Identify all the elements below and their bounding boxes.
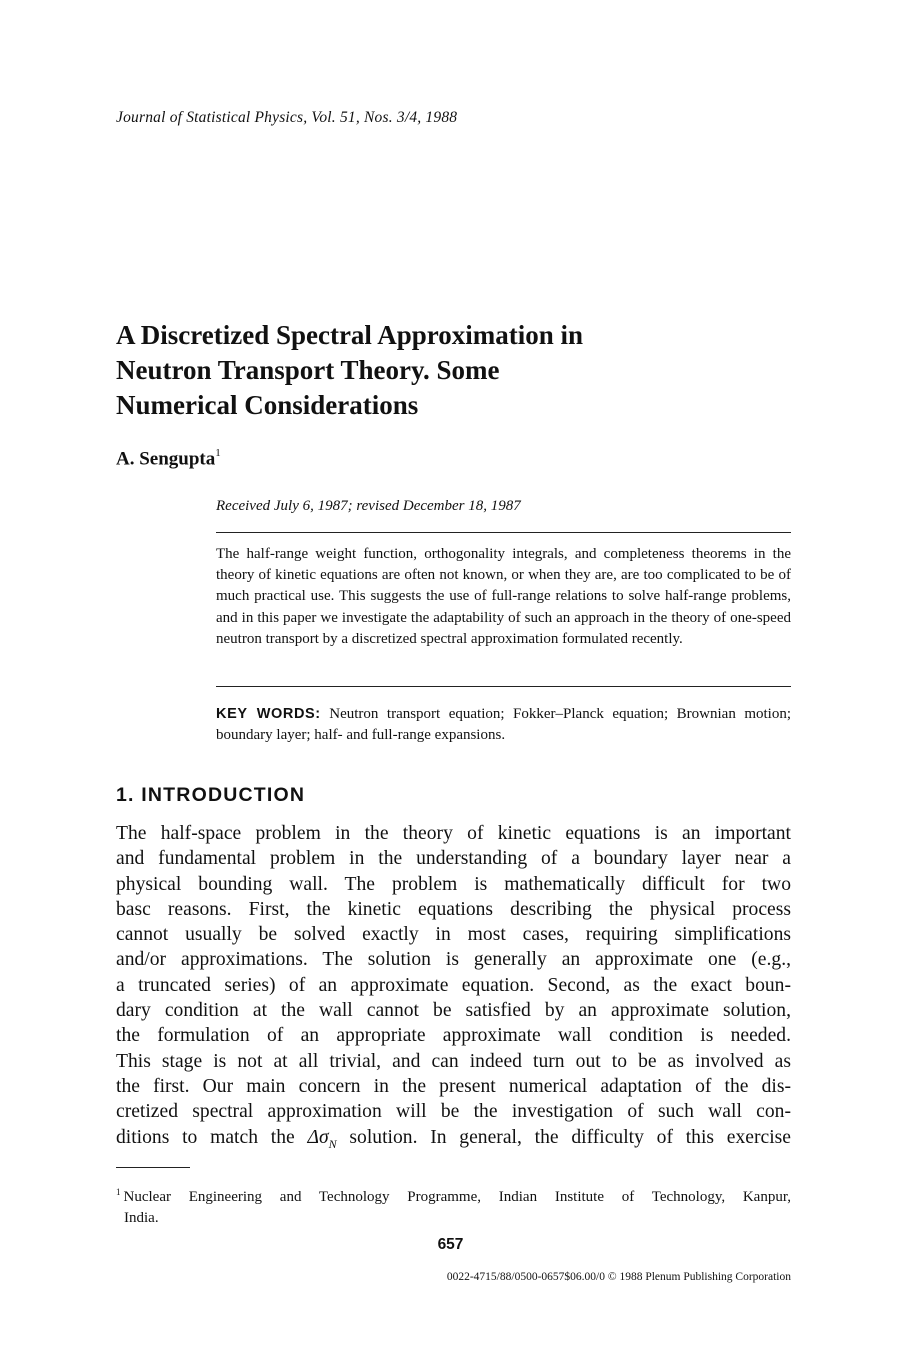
footnote [116,1182,791,1229]
keywords [216,704,791,746]
section-heading: 1. INTRODUCTION [116,784,306,806]
received-date: Received July 6, 1987; revised December 18, 1987 [216,498,521,514]
body-line-with-math [116,1125,791,1157]
abstract: The half-range weight function, orthogonality integrals, and completeness theorems in the theory of kinetic equations are often not known, or when they are, are too complicated to be of much practical use. This suggests the use of full-range relations to solve half-range problems, and in this paper we investigate the adaptability of such an approach in the theory of one-speed neutron transport by a discretized spectral approximation formulated recently. [216,546,791,647]
body-line-end: solution. In general, the difficulty of this exercise [349,1126,791,1148]
footnote-mark: 1 [116,1187,121,1197]
body-line: cretized spectral approximation will be the investigation of such wall con- [116,1101,791,1123]
footnote-line: $^1$ Nuclear Engineering and Technology Programme, Indian Institute of Technology, Kanpur, [116,1187,791,1205]
author [116,448,221,470]
body-line: The half-space problem in the theory of kinetic equations is an important [116,823,791,844]
page-number: 657 [437,1236,464,1253]
body-line: basc reasons. First, the kinetic equations describing the physical process [116,898,791,920]
author-name: A. Sengupta [116,448,216,470]
copyright-line: 0022-4715/88/0500-0657$06.00/0 © 1988 Plenum Publishing Corporation [446,1271,791,1283]
keywords-label: KEY WORDS: [216,706,321,722]
article-title [116,318,756,423]
keywords-text: Neutron transport equation; Fokker–Planck equation; Brownian motion; boundary layer; half- and full-range expansions. [216,706,791,744]
body-line: cannot usually be solved exactly in most cases, requiring simplifications [116,924,791,946]
introduction-body [116,821,791,1157]
body-line: and fundamental problem in the understanding of a boundary layer near a [116,848,791,870]
abstract-bottom-rule [216,686,791,687]
abstract-top-rule [216,532,791,533]
body-line: This stage is not at all trivial, and can indeed turn out to be as involved as [116,1050,791,1072]
body-line: a truncated series) of an approximate equation. Second, as the exact boun- [116,974,791,996]
body-line: dary condition at the wall cannot be satisfied by an approximate solution, [116,1000,791,1022]
body-line-start: ditions to match the [116,1126,295,1148]
body-line: the first. Our main concern in the present numerical adaptation of the dis- [116,1075,791,1097]
footnote-line: India. [124,1210,159,1226]
title-line: A Discretized Spectral Approximation in [116,320,583,350]
title-line: Neutron Transport Theory. Some [116,355,500,385]
body-line: the formulation of an appropriate approximate wall condition is needed. [116,1025,791,1047]
footnote-rule [116,1167,190,1168]
delta-sigma-symbol: $\Delta\sigma_N$ [307,1126,337,1151]
journal-citation: Journal of Statistical Physics, Vol. 51, Nos. 3/4, 1988 [116,109,458,126]
title-line: Numerical Considerations [116,390,419,420]
body-line: physical bounding wall. The problem is mathematically difficult for two [116,873,791,895]
body-line: and/or approximations. The solution is generally an approximate one (e.g., [116,949,791,971]
author-footnote-mark: 1 [215,447,221,459]
